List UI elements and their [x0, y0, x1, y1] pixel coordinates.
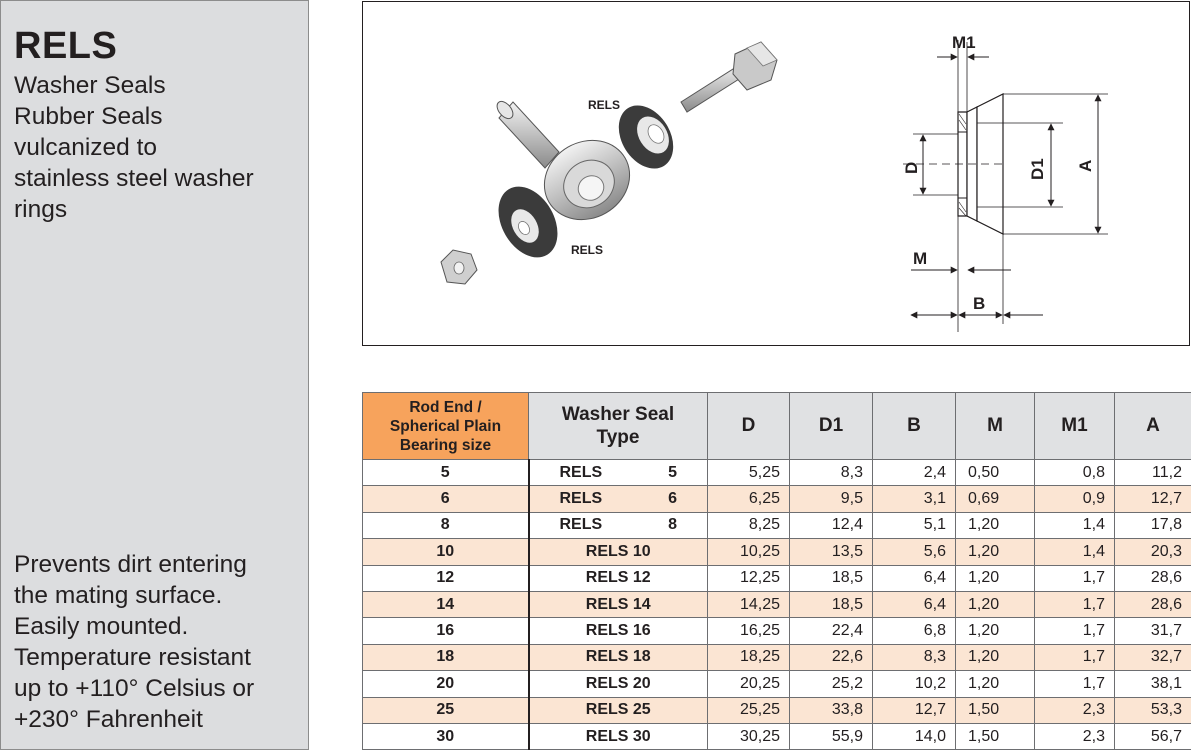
header-d: D — [708, 393, 790, 460]
cell-m1: 1,7 — [1035, 644, 1115, 670]
cell-type: RELS 30 — [529, 723, 708, 749]
cell-d: 18,25 — [708, 644, 790, 670]
cell-a: 38,1 — [1115, 671, 1191, 697]
cell-d1: 25,2 — [790, 671, 873, 697]
header-seal-type — [529, 393, 708, 460]
cell-type: RELS 18 — [529, 644, 708, 670]
cell-a: 53,3 — [1115, 697, 1191, 723]
cell-d1: 55,9 — [790, 723, 873, 749]
feature-line: Prevents dirt entering — [14, 551, 247, 578]
cell-a: 11,2 — [1115, 460, 1191, 486]
table-row — [363, 512, 1191, 538]
dim-label-b: B — [973, 294, 986, 313]
cell-m: 1,50 — [956, 723, 1035, 749]
cell-type-number: 5 — [668, 463, 677, 481]
cell-d: 5,25 — [708, 460, 790, 486]
cell-m: 1,20 — [956, 539, 1035, 565]
cell-d1: 22,6 — [790, 644, 873, 670]
description-line: Rubber Seals — [14, 103, 163, 130]
cell-m1: 1,4 — [1035, 512, 1115, 538]
cell-m: 0,69 — [956, 486, 1035, 512]
cell-type-prefix: RELS — [559, 490, 603, 508]
dim-label-m1: M1 — [952, 33, 976, 52]
cell-b: 14,0 — [873, 723, 956, 749]
cell-size: 30 — [363, 723, 529, 749]
table-row — [363, 565, 1191, 591]
cell-d: 14,25 — [708, 591, 790, 617]
cell-m: 0,50 — [956, 460, 1035, 486]
cell-d: 8,25 — [708, 512, 790, 538]
cell-d: 16,25 — [708, 618, 790, 644]
cell-b: 6,4 — [873, 565, 956, 591]
cell-type: RELS 25 — [529, 697, 708, 723]
cell-type: RELS 12 — [529, 565, 708, 591]
cell-a: 12,7 — [1115, 486, 1191, 512]
description-line: rings — [14, 196, 68, 223]
cell-b: 3,1 — [873, 486, 956, 512]
cell-type: RELS 14 — [529, 591, 708, 617]
cell-size: 12 — [363, 565, 529, 591]
cell-b: 12,7 — [873, 697, 956, 723]
header-line: Type — [596, 427, 640, 448]
cell-size: 18 — [363, 644, 529, 670]
table-row — [363, 486, 1191, 512]
cell-size: 6 — [363, 486, 529, 512]
header-m: M — [956, 393, 1035, 460]
cell-d: 6,25 — [708, 486, 790, 512]
header-line: Washer Seal — [561, 404, 675, 425]
cell-d1: 13,5 — [790, 539, 873, 565]
cell-a: 17,8 — [1115, 512, 1191, 538]
feature-line: the mating surface. — [14, 582, 223, 609]
cell-type-prefix: RELS — [559, 463, 603, 481]
cell-b: 6,4 — [873, 591, 956, 617]
cell-d: 25,25 — [708, 697, 790, 723]
cell-m: 1,20 — [956, 512, 1035, 538]
cell-m: 1,20 — [956, 618, 1035, 644]
header-m1: M1 — [1035, 393, 1115, 460]
cell-size: 5 — [363, 460, 529, 486]
cell-d1: 12,4 — [790, 512, 873, 538]
cell-d: 30,25 — [708, 723, 790, 749]
table-row — [363, 460, 1191, 486]
cell-type: RELS 10 — [529, 539, 708, 565]
table-row — [363, 618, 1191, 644]
cell-type — [529, 460, 708, 486]
header-line: Bearing size — [399, 436, 492, 454]
rels-label-lower: RELS — [571, 243, 604, 257]
rels-label-upper: RELS — [588, 98, 621, 112]
cell-d1: 9,5 — [790, 486, 873, 512]
cell-d: 10,25 — [708, 539, 790, 565]
cell-type: RELS 20 — [529, 671, 708, 697]
sidebar-panel — [0, 0, 309, 750]
header-d1: D1 — [790, 393, 873, 460]
cell-m1: 2,3 — [1035, 697, 1115, 723]
cell-m: 1,20 — [956, 644, 1035, 670]
cell-type: RELS 16 — [529, 618, 708, 644]
bolt-icon — [681, 42, 777, 112]
cell-m: 1,20 — [956, 671, 1035, 697]
specifications-table — [362, 392, 1191, 750]
cell-m: 1,20 — [956, 591, 1035, 617]
dim-label-d1: D1 — [1028, 158, 1047, 180]
cell-type — [529, 512, 708, 538]
feature-line: Temperature resistant — [14, 644, 251, 671]
assembly-and-dimension-drawing — [363, 2, 1191, 347]
cell-b: 5,6 — [873, 539, 956, 565]
cell-a: 28,6 — [1115, 565, 1191, 591]
cell-m: 1,50 — [956, 697, 1035, 723]
nut-icon — [441, 250, 477, 284]
cell-a: 56,7 — [1115, 723, 1191, 749]
product-features — [14, 549, 309, 735]
cell-type-number: 8 — [668, 516, 677, 534]
cell-type-prefix: RELS — [559, 516, 603, 534]
cell-m1: 1,7 — [1035, 618, 1115, 644]
cell-size: 8 — [363, 512, 529, 538]
cell-a: 31,7 — [1115, 618, 1191, 644]
table-header-row — [363, 393, 1191, 460]
cell-size: 25 — [363, 697, 529, 723]
cell-size: 10 — [363, 539, 529, 565]
header-bearing-size — [363, 393, 529, 460]
cell-m1: 1,4 — [1035, 539, 1115, 565]
cell-type — [529, 486, 708, 512]
cell-d1: 8,3 — [790, 460, 873, 486]
product-figure — [362, 1, 1190, 346]
cell-size: 20 — [363, 671, 529, 697]
cell-d1: 18,5 — [790, 565, 873, 591]
cell-b: 6,8 — [873, 618, 956, 644]
cell-m1: 1,7 — [1035, 591, 1115, 617]
cell-m: 1,20 — [956, 565, 1035, 591]
cell-b: 8,3 — [873, 644, 956, 670]
feature-line: +230° Fahrenheit — [14, 706, 203, 733]
cell-d1: 33,8 — [790, 697, 873, 723]
cell-m1: 0,9 — [1035, 486, 1115, 512]
description-line: vulcanized to — [14, 134, 158, 161]
cell-m1: 1,7 — [1035, 671, 1115, 697]
description-line: Washer Seals — [14, 72, 166, 99]
cell-m1: 2,3 — [1035, 723, 1115, 749]
cell-b: 10,2 — [873, 671, 956, 697]
table-row — [363, 697, 1191, 723]
cell-m1: 0,8 — [1035, 460, 1115, 486]
table-row — [363, 591, 1191, 617]
header-b: B — [873, 393, 956, 460]
cell-a: 32,7 — [1115, 644, 1191, 670]
cell-d1: 22,4 — [790, 618, 873, 644]
dim-label-m: M — [913, 249, 928, 268]
cell-b: 5,1 — [873, 512, 956, 538]
table-row — [363, 539, 1191, 565]
table-row — [363, 723, 1191, 749]
table-row — [363, 671, 1191, 697]
product-description — [14, 70, 304, 225]
cell-type-number: 6 — [668, 490, 677, 508]
table-row — [363, 644, 1191, 670]
cell-d: 20,25 — [708, 671, 790, 697]
cell-m1: 1,7 — [1035, 565, 1115, 591]
feature-line: up to +110° Celsius or — [14, 675, 255, 702]
cell-a: 20,3 — [1115, 539, 1191, 565]
cell-b: 2,4 — [873, 460, 956, 486]
feature-line: Easily mounted. — [14, 613, 189, 640]
dim-label-d: D — [902, 161, 921, 174]
header-a: A — [1115, 393, 1191, 460]
cell-d: 12,25 — [708, 565, 790, 591]
description-line: stainless steel washer — [14, 165, 254, 192]
header-line: Rod End / — [409, 398, 482, 416]
product-title: RELS — [14, 25, 118, 67]
cell-a: 28,6 — [1115, 591, 1191, 617]
header-line: Spherical Plain — [389, 417, 502, 435]
cross-section-drawing — [903, 40, 1108, 332]
cell-size: 16 — [363, 618, 529, 644]
dim-label-a: A — [1076, 159, 1095, 172]
cell-size: 14 — [363, 591, 529, 617]
cell-d1: 18,5 — [790, 591, 873, 617]
